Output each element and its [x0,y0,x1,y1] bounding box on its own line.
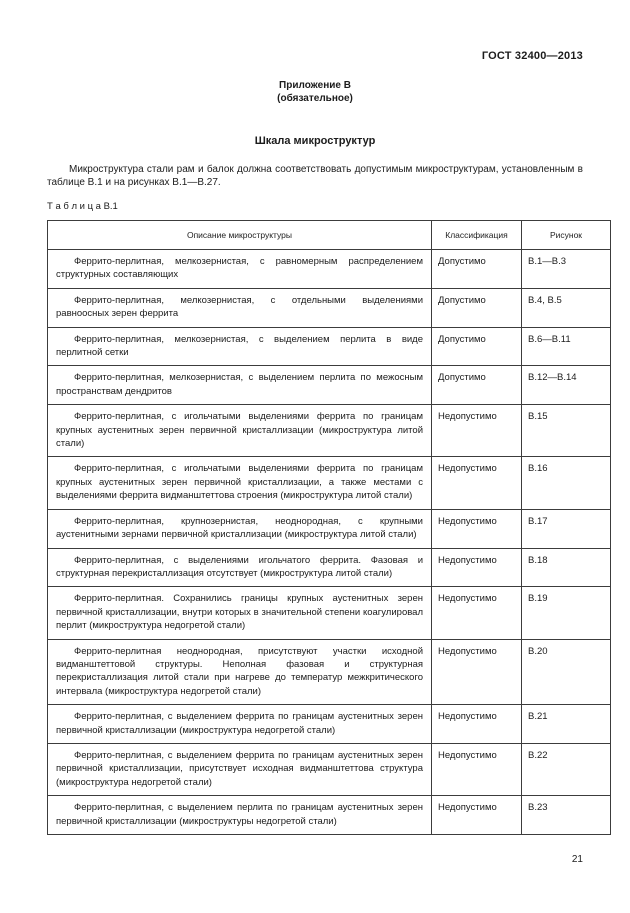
cell-figure: В.1—В.3 [522,250,611,289]
table-row [48,288,611,327]
table-row [48,796,611,835]
cell-description: Феррито-перлитная, с игольчатыми выделениями феррита по границам крупных аустенитных зерен первичной кристаллизации (микроструктура литой стали) [48,405,432,457]
cell-figure: В.18 [522,548,611,587]
cell-figure: В.15 [522,405,611,457]
appendix-heading [0,80,630,105]
cell-description: Феррито-перлитная, с выделениями игольчатого феррита. Фазовая и структурная перекристаллизация отсутствует (микроструктура литой стали) [48,548,432,587]
cell-description: Феррито-перлитная, мелкозернистая, с выделением перлита в виде перлитной сетки [48,327,432,366]
appendix-title: Приложение В [279,80,351,91]
cell-classification: Недопустимо [432,405,522,457]
col-header-description: Описание микроструктуры [48,221,432,250]
cell-figure: В.4, В.5 [522,288,611,327]
section-title: Шкала микроструктур [254,135,376,147]
table-row [48,705,611,744]
cell-figure: В.21 [522,705,611,744]
cell-classification: Недопустимо [432,743,522,795]
cell-classification: Допустимо [432,366,522,405]
table-row [48,366,611,405]
page-number: 21 [571,854,583,865]
cell-description: Феррито-перлитная, с выделением перлита по границам аустенитных зерен первичной кристаллизации (микроструктуры недогретой стали) [48,796,432,835]
cell-classification: Недопустимо [432,548,522,587]
cell-figure: В.22 [522,743,611,795]
cell-description: Феррито-перлитная, мелкозернистая, с равномерным распределением структурных составляющих [48,250,432,289]
cell-classification: Недопустимо [432,639,522,705]
intro-paragraph: Микроструктура стали рам и балок должна соответствовать допустимым микроструктурам, установленным в таблице В.1 и на рисунках В.1—В.27. [47,164,583,188]
cell-description: Феррито-перлитная, мелкозернистая, с выделением перлита по межосным пространствам дендритов [48,366,432,405]
appendix-subtitle: (обязательное) [277,92,353,104]
cell-figure: В.12—В.14 [522,366,611,405]
cell-description: Феррито-перлитная, с выделением феррита по границам аустенитных зерен первичной кристаллизации, присутствует исходная видманштеттова структура (микроструктура недогретой стали) [48,743,432,795]
table-row [48,587,611,639]
cell-classification: Допустимо [432,250,522,289]
table-row [48,548,611,587]
microstructure-table [47,220,611,835]
table-header-row [48,221,611,250]
cell-description: Феррито-перлитная, мелкозернистая, с отдельными выделениями равноосных зерен феррита [48,288,432,327]
cell-figure: В.17 [522,509,611,548]
table-row [48,743,611,795]
cell-description: Феррито-перлитная, крупнозернистая, неоднородная, с крупными аустенитными зернами первичной кристаллизации (микроструктура литой стали) [48,509,432,548]
table-row [48,457,611,509]
table-label: Т а б л и ц а В.1 [47,201,118,212]
cell-classification: Недопустимо [432,457,522,509]
col-header-figure: Рисунок [522,221,611,250]
table-row [48,639,611,705]
document-number: ГОСТ 32400—2013 [481,50,583,62]
cell-figure: В.23 [522,796,611,835]
cell-classification: Допустимо [432,327,522,366]
cell-description: Феррито-перлитная. Сохранились границы крупных аустенитных зерен первичной кристаллизации, внутри которых в значительной степени коагулировал перлит (микроструктура недогретой стали) [48,587,432,639]
cell-classification: Недопустимо [432,587,522,639]
table-row [48,327,611,366]
table-row [48,405,611,457]
cell-figure: В.20 [522,639,611,705]
cell-figure: В.6—В.11 [522,327,611,366]
cell-description: Феррито-перлитная неоднородная, присутствуют участки исходной видманштеттовой структуры. Неполная фазовая и структурная перекристаллизация литой стали при нагреве до температур межкритического интервала (микроструктура недогретой стали) [48,639,432,705]
col-header-classification: Классификация [432,221,522,250]
cell-classification: Недопустимо [432,796,522,835]
cell-classification: Недопустимо [432,705,522,744]
cell-description: Феррито-перлитная, с игольчатыми выделениями феррита по границам крупных аустенитных зерен первичной кристаллизации, а также местами с выделениями феррита видманштеттова строения (микроструктура литой стали) [48,457,432,509]
cell-figure: В.19 [522,587,611,639]
cell-description: Феррито-перлитная, с выделением феррита по границам аустенитных зерен первичной кристаллизации (микроструктура недогретой стали) [48,705,432,744]
table-row [48,250,611,289]
cell-figure: В.16 [522,457,611,509]
cell-classification: Недопустимо [432,509,522,548]
table-row [48,509,611,548]
cell-classification: Допустимо [432,288,522,327]
